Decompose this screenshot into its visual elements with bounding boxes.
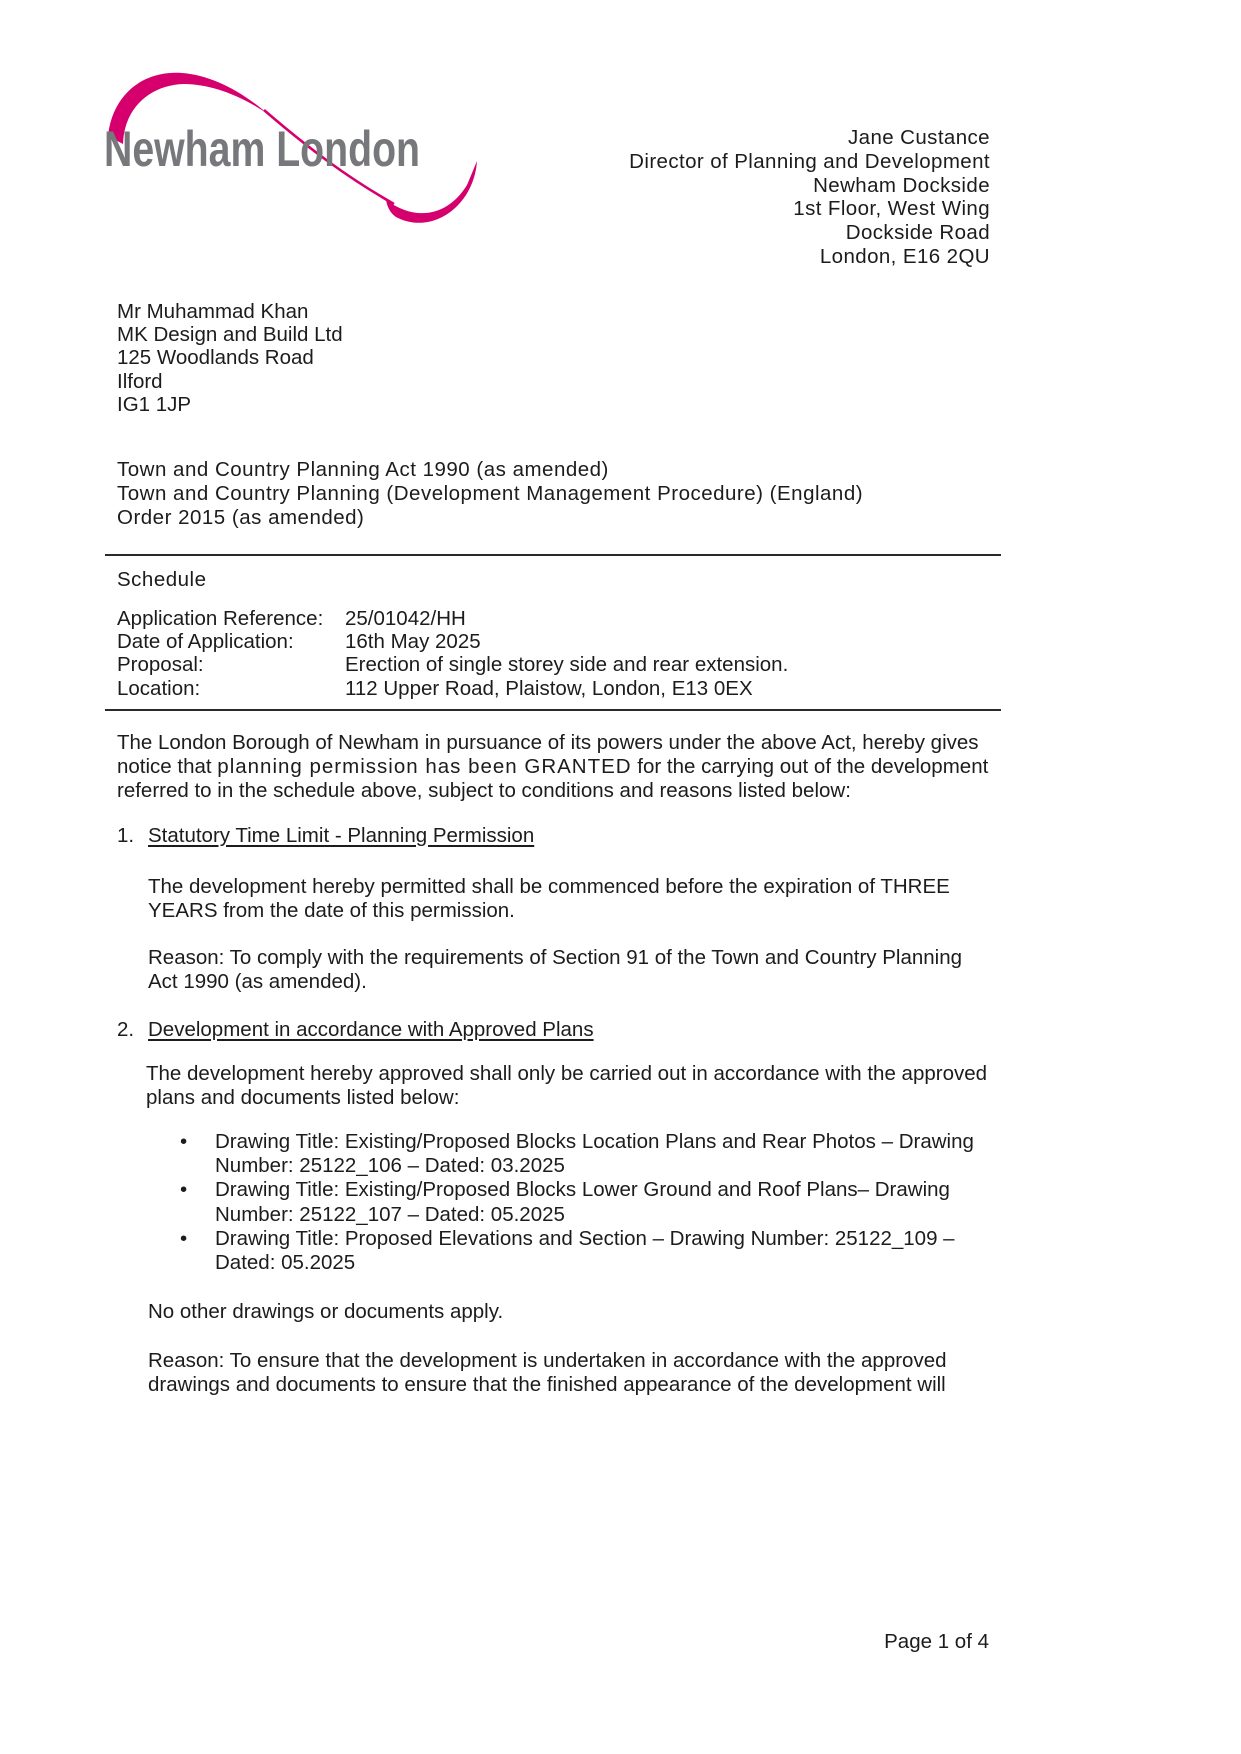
schedule-value: 16th May 2025 (345, 630, 481, 654)
schedule-label: Proposal: (117, 653, 204, 677)
condition-number: 2. (117, 1018, 135, 1042)
newham-london-logo (96, 64, 486, 242)
schedule-row (117, 677, 989, 700)
sender-title: Director of Planning and Development (629, 149, 990, 173)
approved-drawings-list (180, 1130, 989, 1275)
bullet-icon: • (180, 1129, 188, 1153)
sender-address-line: 1st Floor, West Wing (793, 197, 990, 221)
logo-swoosh-icon (96, 64, 486, 242)
logo-text: Newham London (104, 121, 420, 177)
page-number: Page 1 of 4 (884, 1630, 989, 1653)
schedule-row (117, 653, 989, 676)
drawing-reference: Drawing Title: Existing/Proposed Blocks Location Plans and Rear Photos – Drawing Number: 25122_106 – Dated: 03.2025 (215, 1129, 974, 1178)
condition-title: Development in accordance with Approved Plans (148, 1018, 594, 1042)
drawing-reference: Drawing Title: Proposed Elevations and Section – Drawing Number: 25122_109 – Dated: 05.2025 (215, 1226, 955, 1274)
condition-number: 1. (117, 823, 135, 847)
divider (105, 554, 1001, 556)
legislation-line: Order 2015 (as amended) (117, 506, 365, 530)
condition-1-reason: Reason: To comply with the requirements of Section 91 of the Town and Country Planning Act 1990 (as amended). (148, 946, 963, 994)
drawing-list-item (180, 1178, 989, 1226)
notice-text: The London Borough of Newham in pursuance of its powers under the above Act, hereby gives notice that (117, 731, 979, 779)
recipient-address-line: 125 Woodlands Road (117, 346, 314, 370)
bullet-icon: • (180, 1178, 188, 1202)
sender-address-block (629, 126, 990, 269)
condition-1-text: The development hereby permitted shall be commenced before the expiration of THREE YEARS from the date of this permission. (148, 875, 950, 923)
schedule-label: Application Reference: (117, 606, 324, 630)
recipient-company: MK Design and Build Ltd (117, 323, 343, 347)
legislation-line: Town and Country Planning Act 1990 (as amended) (117, 458, 609, 482)
condition-2-intro: The development hereby approved shall only be carried out in accordance with the approved plans and documents listed below: (146, 1061, 988, 1109)
bullet-icon: • (180, 1226, 188, 1250)
condition-2-heading (117, 1018, 989, 1042)
notice-text: for the carrying out of the development referred to in the schedule above, subject to conditions and reasons listed below: (117, 755, 989, 803)
schedule-value: 112 Upper Road, Plaistow, London, E13 0EX (345, 676, 753, 700)
sender-address-line: Dockside Road (845, 221, 990, 245)
recipient-address-line: Ilford (117, 369, 163, 393)
condition-1-heading (117, 824, 989, 848)
legislation-heading (117, 458, 989, 530)
schedule-value: Erection of single storey side and rear extension. (345, 653, 789, 677)
schedule-table (117, 607, 989, 701)
schedule-label: Location: (117, 676, 201, 700)
schedule-row (117, 630, 989, 653)
recipient-address-block (117, 300, 989, 416)
schedule-value: 25/01042/HH (345, 606, 466, 630)
sender-name: Jane Custance (848, 126, 990, 149)
grant-notice-paragraph (117, 731, 989, 803)
letter-body (117, 300, 989, 1397)
recipient-postcode: IG1 1JP (117, 392, 192, 416)
condition-title: Statutory Time Limit - Planning Permission (148, 823, 535, 847)
drawing-list-item (180, 1227, 989, 1275)
notice-granted-text: planning permission has been GRANTED (217, 755, 632, 779)
schedule-row (117, 607, 989, 630)
sender-address-line: London, E16 2QU (819, 244, 990, 268)
recipient-name: Mr Muhammad Khan (117, 300, 309, 323)
sender-address-line: Newham Dockside (813, 173, 990, 197)
legislation-line: Town and Country Planning (Development Management Procedure) (England) (117, 482, 864, 506)
no-other-drawings-text: No other drawings or documents apply. (148, 1300, 504, 1324)
drawing-list-item (180, 1130, 989, 1178)
schedule-label: Date of Application: (117, 630, 294, 654)
divider (105, 709, 1001, 711)
schedule-title: Schedule (117, 568, 207, 592)
drawing-reference: Drawing Title: Existing/Proposed Blocks Lower Ground and Roof Plans– Drawing Number: 25122_107 – Dated: 05.2025 (215, 1178, 950, 1226)
condition-2-reason: Reason: To ensure that the development is undertaken in accordance with the approved drawings and documents to ensure that the finished appearance of the development will (148, 1349, 947, 1397)
